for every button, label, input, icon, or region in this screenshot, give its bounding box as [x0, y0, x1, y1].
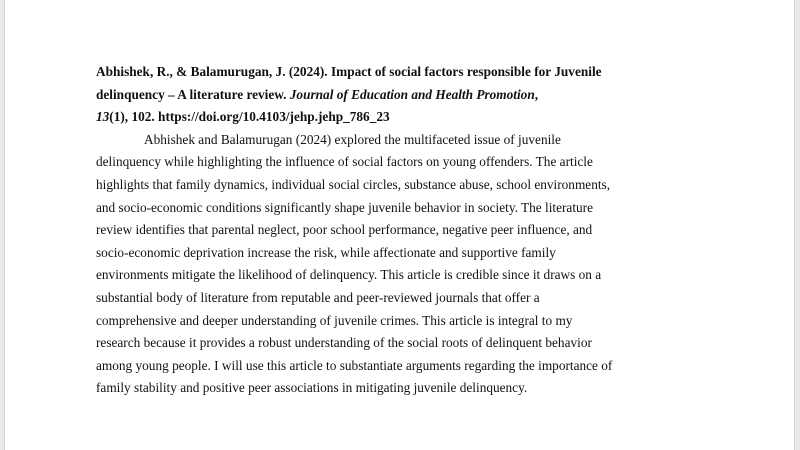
- annotation-line: and socio-economic conditions significantly shape juvenile behavior in society. The literature: [96, 199, 594, 215]
- annotation-line: review identifies that parental neglect, poor school performance, negative peer influence, and: [96, 222, 593, 238]
- reference-line-3: [96, 106, 716, 129]
- reference-entry: [96, 61, 716, 129]
- annotation-line: comprehensive and deeper understanding of juvenile crimes. This article is integral to my: [96, 312, 573, 328]
- journal-name: Journal of Education and Health Promotion: [289, 86, 535, 102]
- reference-issue-doi: (1), 102. https://doi.org/10.4103/jehp.jehp_786_23: [109, 109, 390, 125]
- annotation-line: research because it provides a robust understanding of the social roots of delinquent behavior: [96, 335, 592, 351]
- annotation-line: environments mitigate the likelihood of delinquency. This article is credible since it draws on a: [96, 267, 602, 283]
- annotation-line: delinquency while highlighting the influence of social factors on young offenders. The article: [96, 154, 593, 170]
- annotation-paragraph: [96, 129, 716, 400]
- annotation-line: highlights that family dynamics, individual social circles, substance abuse, school environments,: [96, 176, 611, 192]
- annotation-line: family stability and positive peer associations in mitigating juvenile delinquency.: [96, 380, 528, 396]
- reference-line-2: [96, 84, 716, 107]
- annotation-line: among young people. I will use this article to substantiate arguments regarding the importance of: [96, 357, 613, 373]
- annotation-line: substantial body of literature from reputable and peer-reviewed journals that offer a: [96, 289, 540, 305]
- reference-title-end: delinquency – A literature review.: [96, 86, 290, 102]
- volume-number: 13: [96, 109, 110, 125]
- annotation-line: Abhishek and Balamurugan (2024) explored the multifaceted issue of juvenile: [144, 131, 561, 147]
- document-page[interactable]: [4, 0, 795, 450]
- reference-line-1: Abhishek, R., & Balamurugan, J. (2024). Impact of social factors responsible for Juvenile: [96, 64, 602, 79]
- document-body: [96, 61, 716, 400]
- annotation-line: socio-economic deprivation increase the risk, while affectionate and supportive family: [96, 244, 556, 260]
- reference-comma: ,: [534, 86, 539, 102]
